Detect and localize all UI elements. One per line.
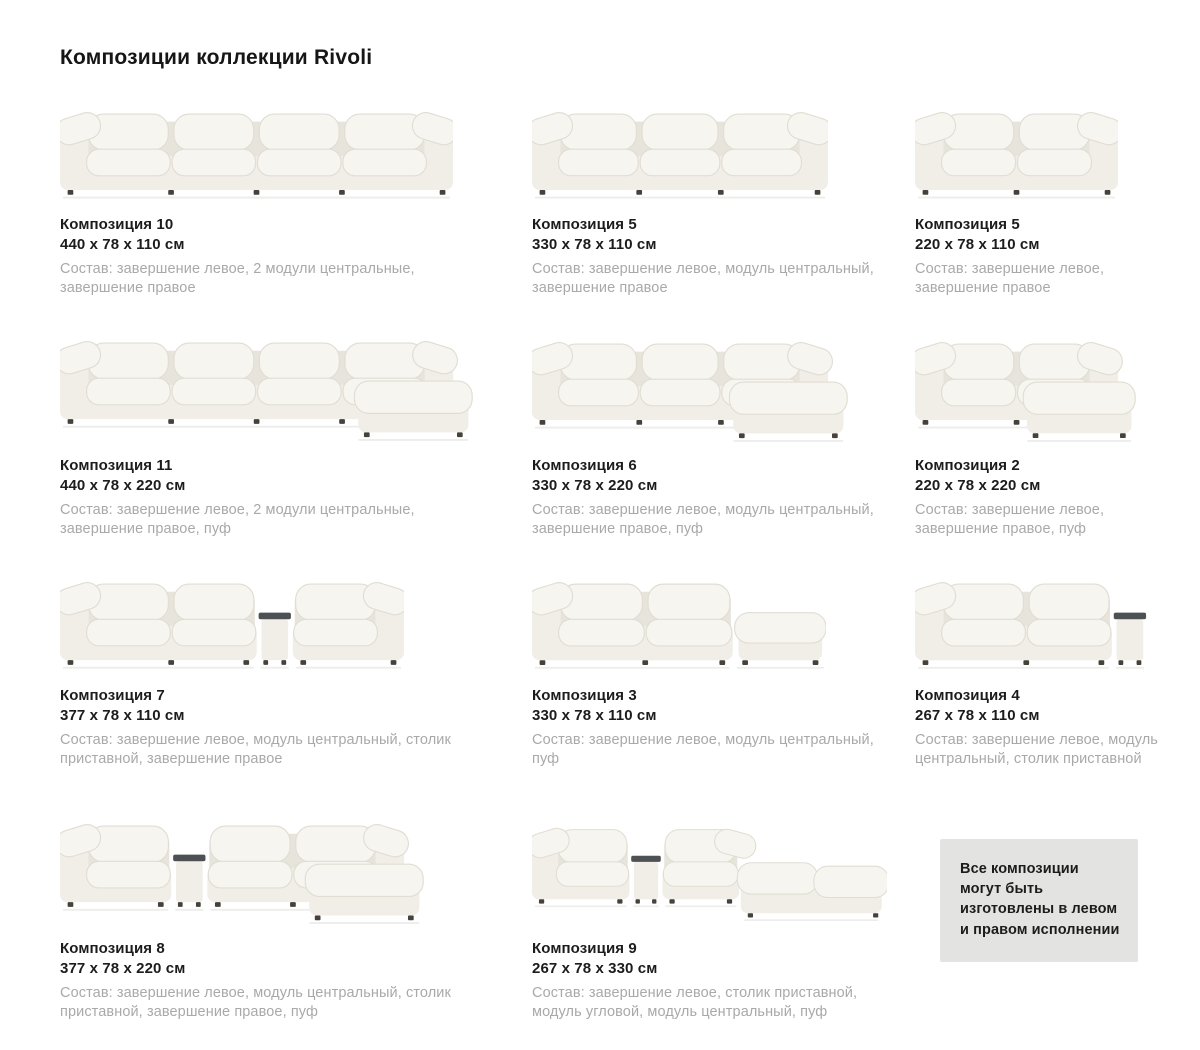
composition-dimensions: 330 x 78 x 220 см: [532, 477, 658, 495]
composition-card: [532, 97, 915, 298]
composition-dimensions: 220 x 78 x 220 см: [915, 477, 1041, 495]
sofa-image-wrap: [915, 568, 1160, 674]
sofa-image-wrap: [60, 326, 496, 444]
composition-card: [915, 568, 1200, 769]
note-cell: [915, 797, 1200, 1022]
sofa-image-wrap: [532, 797, 887, 927]
sofa-image-wrap: [532, 326, 887, 444]
sofa-corner: [532, 814, 887, 927]
composition-card: [60, 326, 532, 539]
sofa-image-wrap: [532, 568, 887, 674]
sofa-straight-4: [60, 97, 453, 203]
composition-dimensions: 267 x 78 x 330 см: [532, 959, 658, 977]
sofa-image-wrap: [60, 797, 496, 927]
page-title: Композиции коллекции Rivoli: [60, 46, 373, 69]
composition-title: Композиция 2: [915, 457, 1020, 475]
composition-structure: Состав: завершение левое, завершение правое: [915, 261, 1105, 297]
composition-structure: Состав: завершение левое, столик приставной, модуль угловой, модуль центральный, пуф: [532, 984, 858, 1020]
sofa-image-wrap: [60, 97, 496, 203]
sofa-image-wrap: [60, 568, 496, 674]
composition-dimensions: 267 x 78 x 110 см: [915, 706, 1040, 724]
composition-title: Композиция 11: [60, 457, 173, 475]
note-box: Все композиции могут быть изготовлены в левом и правом исполнении: [940, 839, 1138, 962]
composition-card: [915, 326, 1200, 539]
sofa-table-mid: [60, 567, 404, 673]
composition-structure: Состав: завершение левое, 2 модули центральные, завершение правое: [60, 261, 415, 297]
composition-structure: Состав: завершение левое, завершение правое, пуф: [915, 502, 1105, 538]
composition-title: Композиция 4: [915, 686, 1020, 704]
composition-dimensions: 377 x 78 x 220 см: [60, 959, 186, 977]
composition-dimensions: 440 x 78 x 220 см: [60, 477, 186, 495]
composition-dimensions: 377 x 78 x 110 см: [60, 706, 185, 724]
composition-title: Композиция 5: [532, 216, 637, 233]
composition-title: Композиция 7: [60, 686, 165, 704]
sofa-chaise-2: [915, 327, 1139, 445]
composition-title: Композиция 9: [532, 939, 637, 957]
sofa-straight-2: [915, 97, 1118, 203]
composition-card: [60, 568, 532, 769]
sofa-image-wrap: [915, 326, 1160, 444]
sofa-image-wrap: [915, 97, 1160, 203]
composition-title: Композиция 8: [60, 939, 165, 957]
composition-dimensions: 440 x 78 x 110 см: [60, 236, 185, 253]
sofa-image-wrap: [532, 97, 887, 203]
composition-structure: Состав: завершение левое, модуль центральный, завершение правое, пуф: [532, 502, 874, 538]
composition-card: [532, 568, 915, 769]
sofa-chaise-4: [60, 326, 476, 444]
composition-title: Композиция 10: [60, 216, 174, 233]
sofa-table-chaise: [60, 809, 427, 927]
composition-title: Композиция 5: [915, 216, 1020, 233]
sofa-chaise-3: [532, 327, 851, 445]
composition-structure: Состав: завершение левое, модуль центральный, столик приставной: [915, 731, 1158, 767]
composition-card: [532, 326, 915, 539]
composition-structure: Состав: завершение левое, модуль центральный, столик приставной, завершение правое, пуф: [60, 984, 451, 1020]
composition-structure: Состав: завершение левое, 2 модули центральные, завершение правое, пуф: [60, 502, 415, 538]
sofa-straight-3: [532, 97, 828, 203]
composition-card: [60, 797, 532, 1022]
compositions-grid: [60, 97, 1200, 1050]
composition-card: [915, 97, 1200, 298]
sofa-pouf-end: [532, 567, 826, 674]
composition-structure: Состав: завершение левое, модуль центральный, завершение правое: [532, 261, 874, 297]
composition-card: [60, 97, 532, 298]
composition-title: Композиция 3: [532, 686, 637, 704]
composition-structure: Состав: завершение левое, модуль центральный, столик приставной, завершение правое: [60, 731, 451, 767]
composition-dimensions: 330 x 78 x 110 см: [532, 706, 657, 724]
composition-structure: Состав: завершение левое, модуль центральный, пуф: [532, 731, 874, 767]
composition-dimensions: 220 x 78 x 110 см: [915, 236, 1040, 253]
composition-dimensions: 330 x 78 x 110 см: [532, 236, 657, 253]
composition-title: Композиция 6: [532, 457, 637, 475]
sofa-table-end: [915, 567, 1148, 674]
composition-card: [532, 797, 915, 1022]
